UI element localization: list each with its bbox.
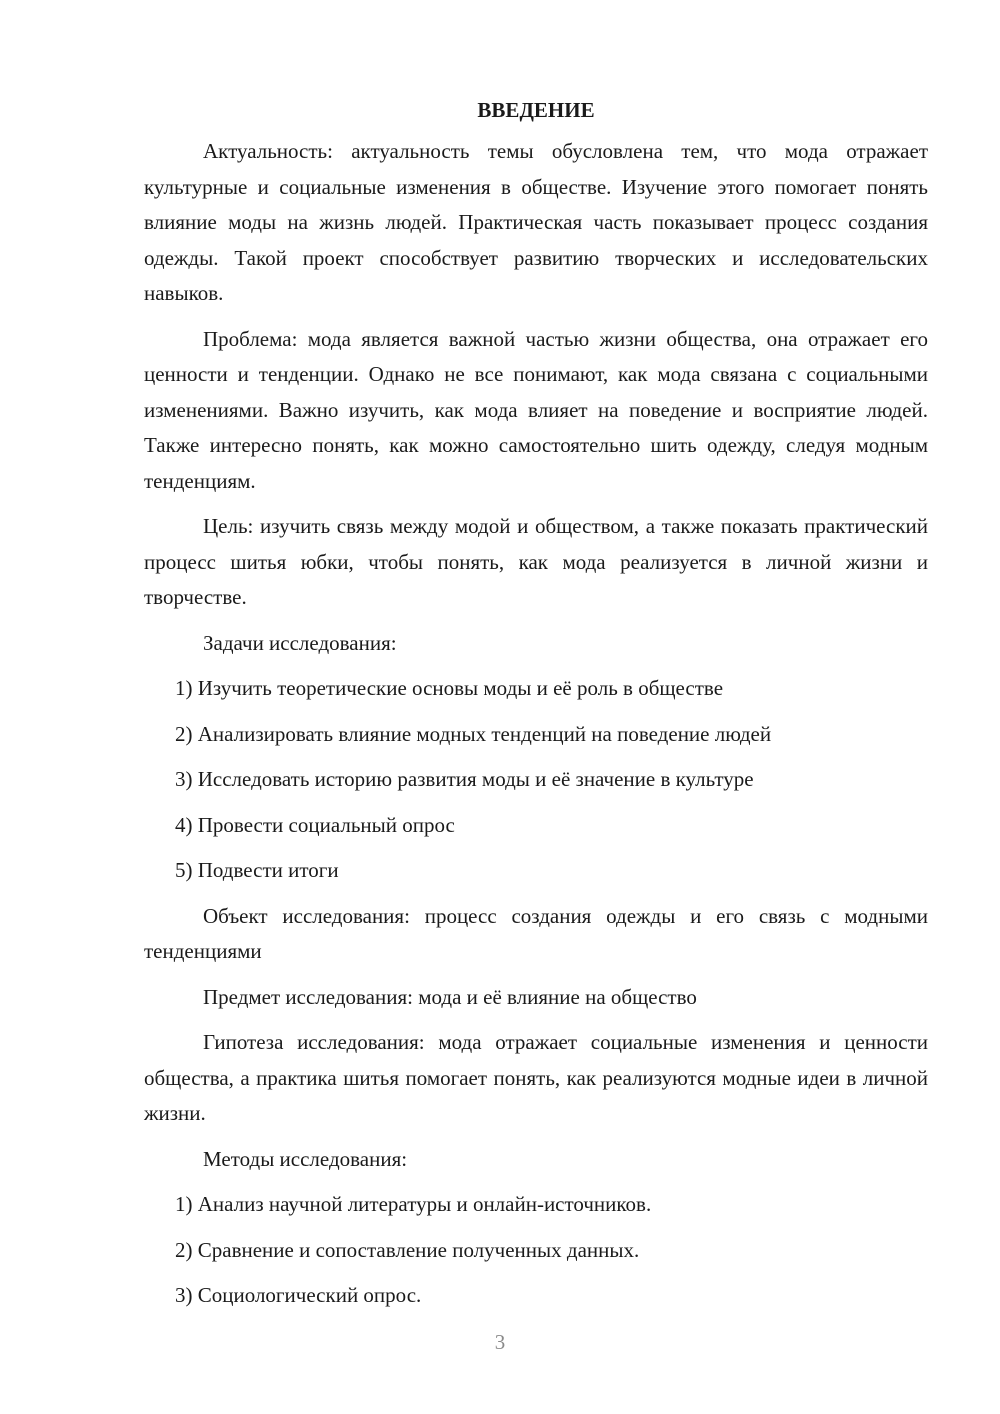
list-item: 1) Изучить теоретические основы моды и её роль в обществе [175,676,724,700]
problem-paragraph: Проблема: мода является важной частью жизни общества, она отражает его ценности и тенденции. Однако не все понимают, как мода связана с социальными изменениями. Важно изучить, как мода влияет на поведение и восприятие людей. Также интересно понять, как можно самостоятельно шить одежду, следуя модным тенденциям. [144,326,928,493]
methods-list [144,1187,928,1314]
list-item: 1) Анализ научной литературы и онлайн-источников. [175,1192,652,1216]
page-title: ВВЕДЕНИЕ [477,98,595,122]
list-item: 3) Исследовать историю развития моды и её значение в культуре [175,767,754,791]
goal-paragraph: Цель: изучить связь между модой и обществом, а также показать практический процесс шитья юбки, чтобы понять, как мода реализуется в личной жизни и творчестве. [144,514,928,609]
list-item: 5) Подвести итоги [175,858,339,882]
document-page [144,92,928,1324]
hypothesis-paragraph: Гипотеза исследования: мода отражает социальные изменения и ценности общества, а практика шитья помогает понять, как реализуются модные идеи в личной жизни. [144,1030,928,1125]
relevance-paragraph: Актуальность: актуальность темы обусловлена тем, что мода отражает культурные и социальные изменения в обществе. Изучение этого помогает понять влияние моды на жизнь людей. Практическая часть показывает процесс создания одежды. Такой проект способствует развитию творческих и исследовательских навыков. [144,139,928,305]
tasks-list [144,671,928,889]
subject-paragraph: Предмет исследования: мода и её влияние на общество [203,984,697,1009]
list-item: 4) Провести социальный опрос [175,812,455,837]
list-item: 2) Сравнение и сопоставление полученных данных. [175,1237,640,1262]
methods-heading: Методы исследования: [203,1146,408,1171]
tasks-heading: Задачи исследования: [203,630,397,655]
page-number: 3 [494,1330,506,1354]
object-paragraph: Объект исследования: процесс создания одежды и его связь с модными тенденциями [144,903,928,963]
list-item: 3) Социологический опрос. [175,1283,422,1307]
list-item: 2) Анализировать влияние модных тенденций на поведение людей [175,721,772,746]
